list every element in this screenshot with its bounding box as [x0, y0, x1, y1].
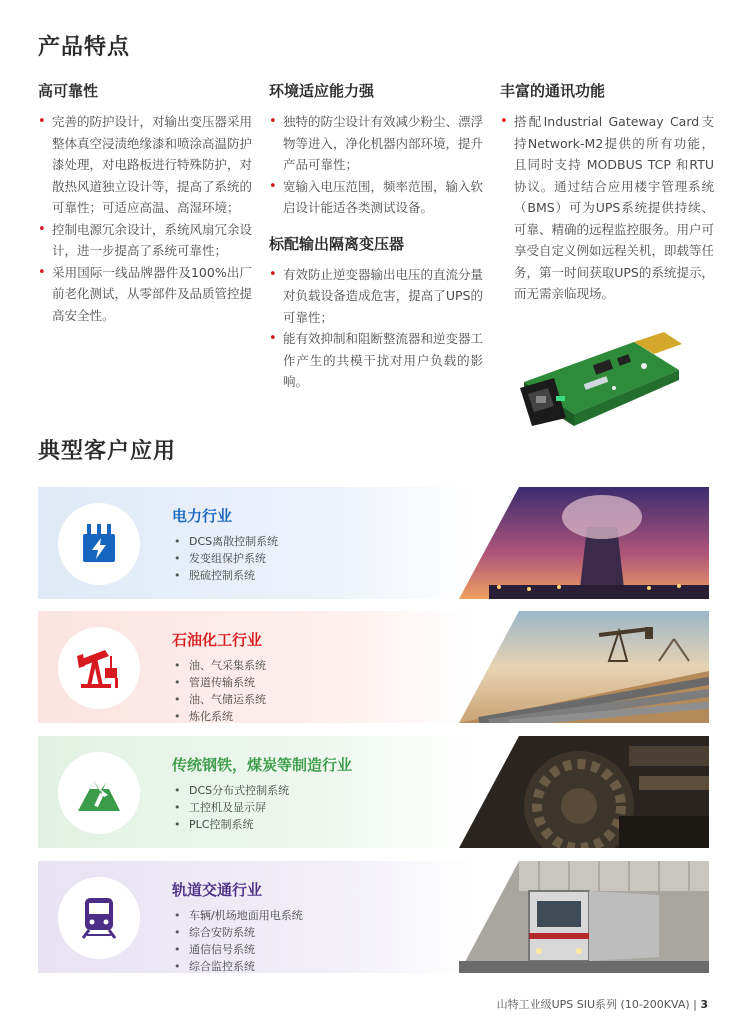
- application-item: • 通信信号系统: [174, 941, 303, 958]
- train-icon: [79, 896, 119, 940]
- applications-title: 典型客户应用: [38, 439, 177, 464]
- page-number: 3: [700, 998, 708, 1011]
- metro-train-photo: [459, 861, 709, 973]
- power-transformer-icon-circle: [58, 503, 140, 585]
- train-icon-circle: [58, 877, 140, 959]
- application-item: • DCS离散控制系统: [174, 533, 278, 550]
- application-item: • 油、气采集系统: [174, 657, 266, 674]
- application-item: • 管道传输系统: [174, 674, 266, 691]
- application-row-rail-transit: [38, 861, 709, 973]
- application-item: • 综合安防系统: [174, 924, 303, 941]
- feature-column-reliability: [38, 80, 252, 326]
- application-title: 石油化工行业: [172, 631, 263, 649]
- application-item: • PLC控制系统: [174, 816, 289, 833]
- application-row-manufacturing: [38, 736, 709, 848]
- feature-item: • 独特的防尘设计有效减少粉尘、漂浮物等进入，净化机器内部环境，提升产品可靠性；: [269, 111, 483, 176]
- application-item: • 脱硫控制系统: [174, 567, 278, 584]
- application-item: • 工控机及显示屏: [174, 799, 289, 816]
- feature-item: • 宽输入电压范围，频率范围，输入软启设计能适各类测试设备。: [269, 176, 483, 219]
- application-title: 传统钢铁，煤炭等制造行业: [172, 756, 353, 774]
- mountain-mining-icon-circle: [58, 752, 140, 834]
- feature-item: • 控制电源冗余设计，系统风扇冗余设计，进一步提高了系统可靠性；: [38, 219, 252, 262]
- feature-item: • 完善的防护设计，对输出变压器采用整体真空浸渍绝缘漆和喷涂高温防护漆处理，对电路板进行特殊防护，对散热风道独立设计等，提高了系统的可靠性；可适应高温、高湿环境；: [38, 111, 252, 219]
- application-item: • 炼化系统: [174, 708, 266, 723]
- application-item: • 综合监控系统: [174, 958, 303, 973]
- feature-item: • 有效防止逆变器输出电压的直流分量对负载设备造成危害，提高了UPS的可靠性；: [269, 264, 483, 329]
- application-list: [174, 657, 266, 723]
- feature-column-communication: [500, 80, 714, 305]
- feature-heading: 环境适应能力强: [269, 82, 375, 100]
- application-row-power: [38, 487, 709, 599]
- oil-field-photo: [459, 611, 709, 723]
- application-list: [174, 533, 278, 584]
- power-plant-photo: [459, 487, 709, 599]
- feature-item: • 搭配Industrial Gateway Card支持Network-M2提供的所有功能，且同时支持 MODBUS TCP 和RTU 协议。通过结合应用楼宇管理系统（BMS）可为UPS系统提供持续、可靠、精确的远程监控服务。用户可享受自定义例如远程关机，即载等任务，第一时间获取UPS的系统提示，而无需亲临现场。: [500, 111, 714, 305]
- footer-text: 山特工业级UPS SIU系列 (10-200KVA) |: [496, 998, 697, 1011]
- application-item: • 发变组保护系统: [174, 550, 278, 567]
- feature-list: [269, 111, 483, 219]
- feature-list: [269, 264, 483, 393]
- application-item: • 车辆/机场地面用电系统: [174, 907, 303, 924]
- application-row-petrochemical: [38, 611, 709, 723]
- oil-pump-icon-circle: [58, 627, 140, 709]
- application-title: 电力行业: [172, 507, 233, 525]
- feature-heading: 丰富的通讯功能: [500, 82, 606, 100]
- mining-machine-photo: [459, 736, 709, 848]
- feature-heading: 标配输出隔离变压器: [269, 234, 405, 253]
- mountain-mining-icon: [76, 773, 122, 813]
- oil-pump-icon: [75, 646, 123, 690]
- feature-list: [500, 111, 714, 305]
- network-card-image: [514, 322, 686, 434]
- power-transformer-icon: [77, 522, 121, 566]
- application-list: [174, 907, 303, 973]
- application-item: • 油、气储运系统: [174, 691, 266, 708]
- feature-item: • 采用国际一线品牌器件及100%出厂前老化测试，从零部件及品质管控提高安全性。: [38, 262, 252, 327]
- application-list: [174, 782, 289, 833]
- page-footer: [497, 996, 708, 1012]
- feature-list: [38, 111, 252, 326]
- application-title: 轨道交通行业: [172, 881, 263, 899]
- features-title: 产品特点: [38, 35, 131, 60]
- feature-heading: 高可靠性: [38, 82, 99, 100]
- application-item: • DCS分布式控制系统: [174, 782, 289, 799]
- feature-item: • 能有效抑制和阻断整流器和逆变器工作产生的共模干扰对用户负载的影响。: [269, 328, 483, 393]
- feature-column-environment: [269, 80, 483, 393]
